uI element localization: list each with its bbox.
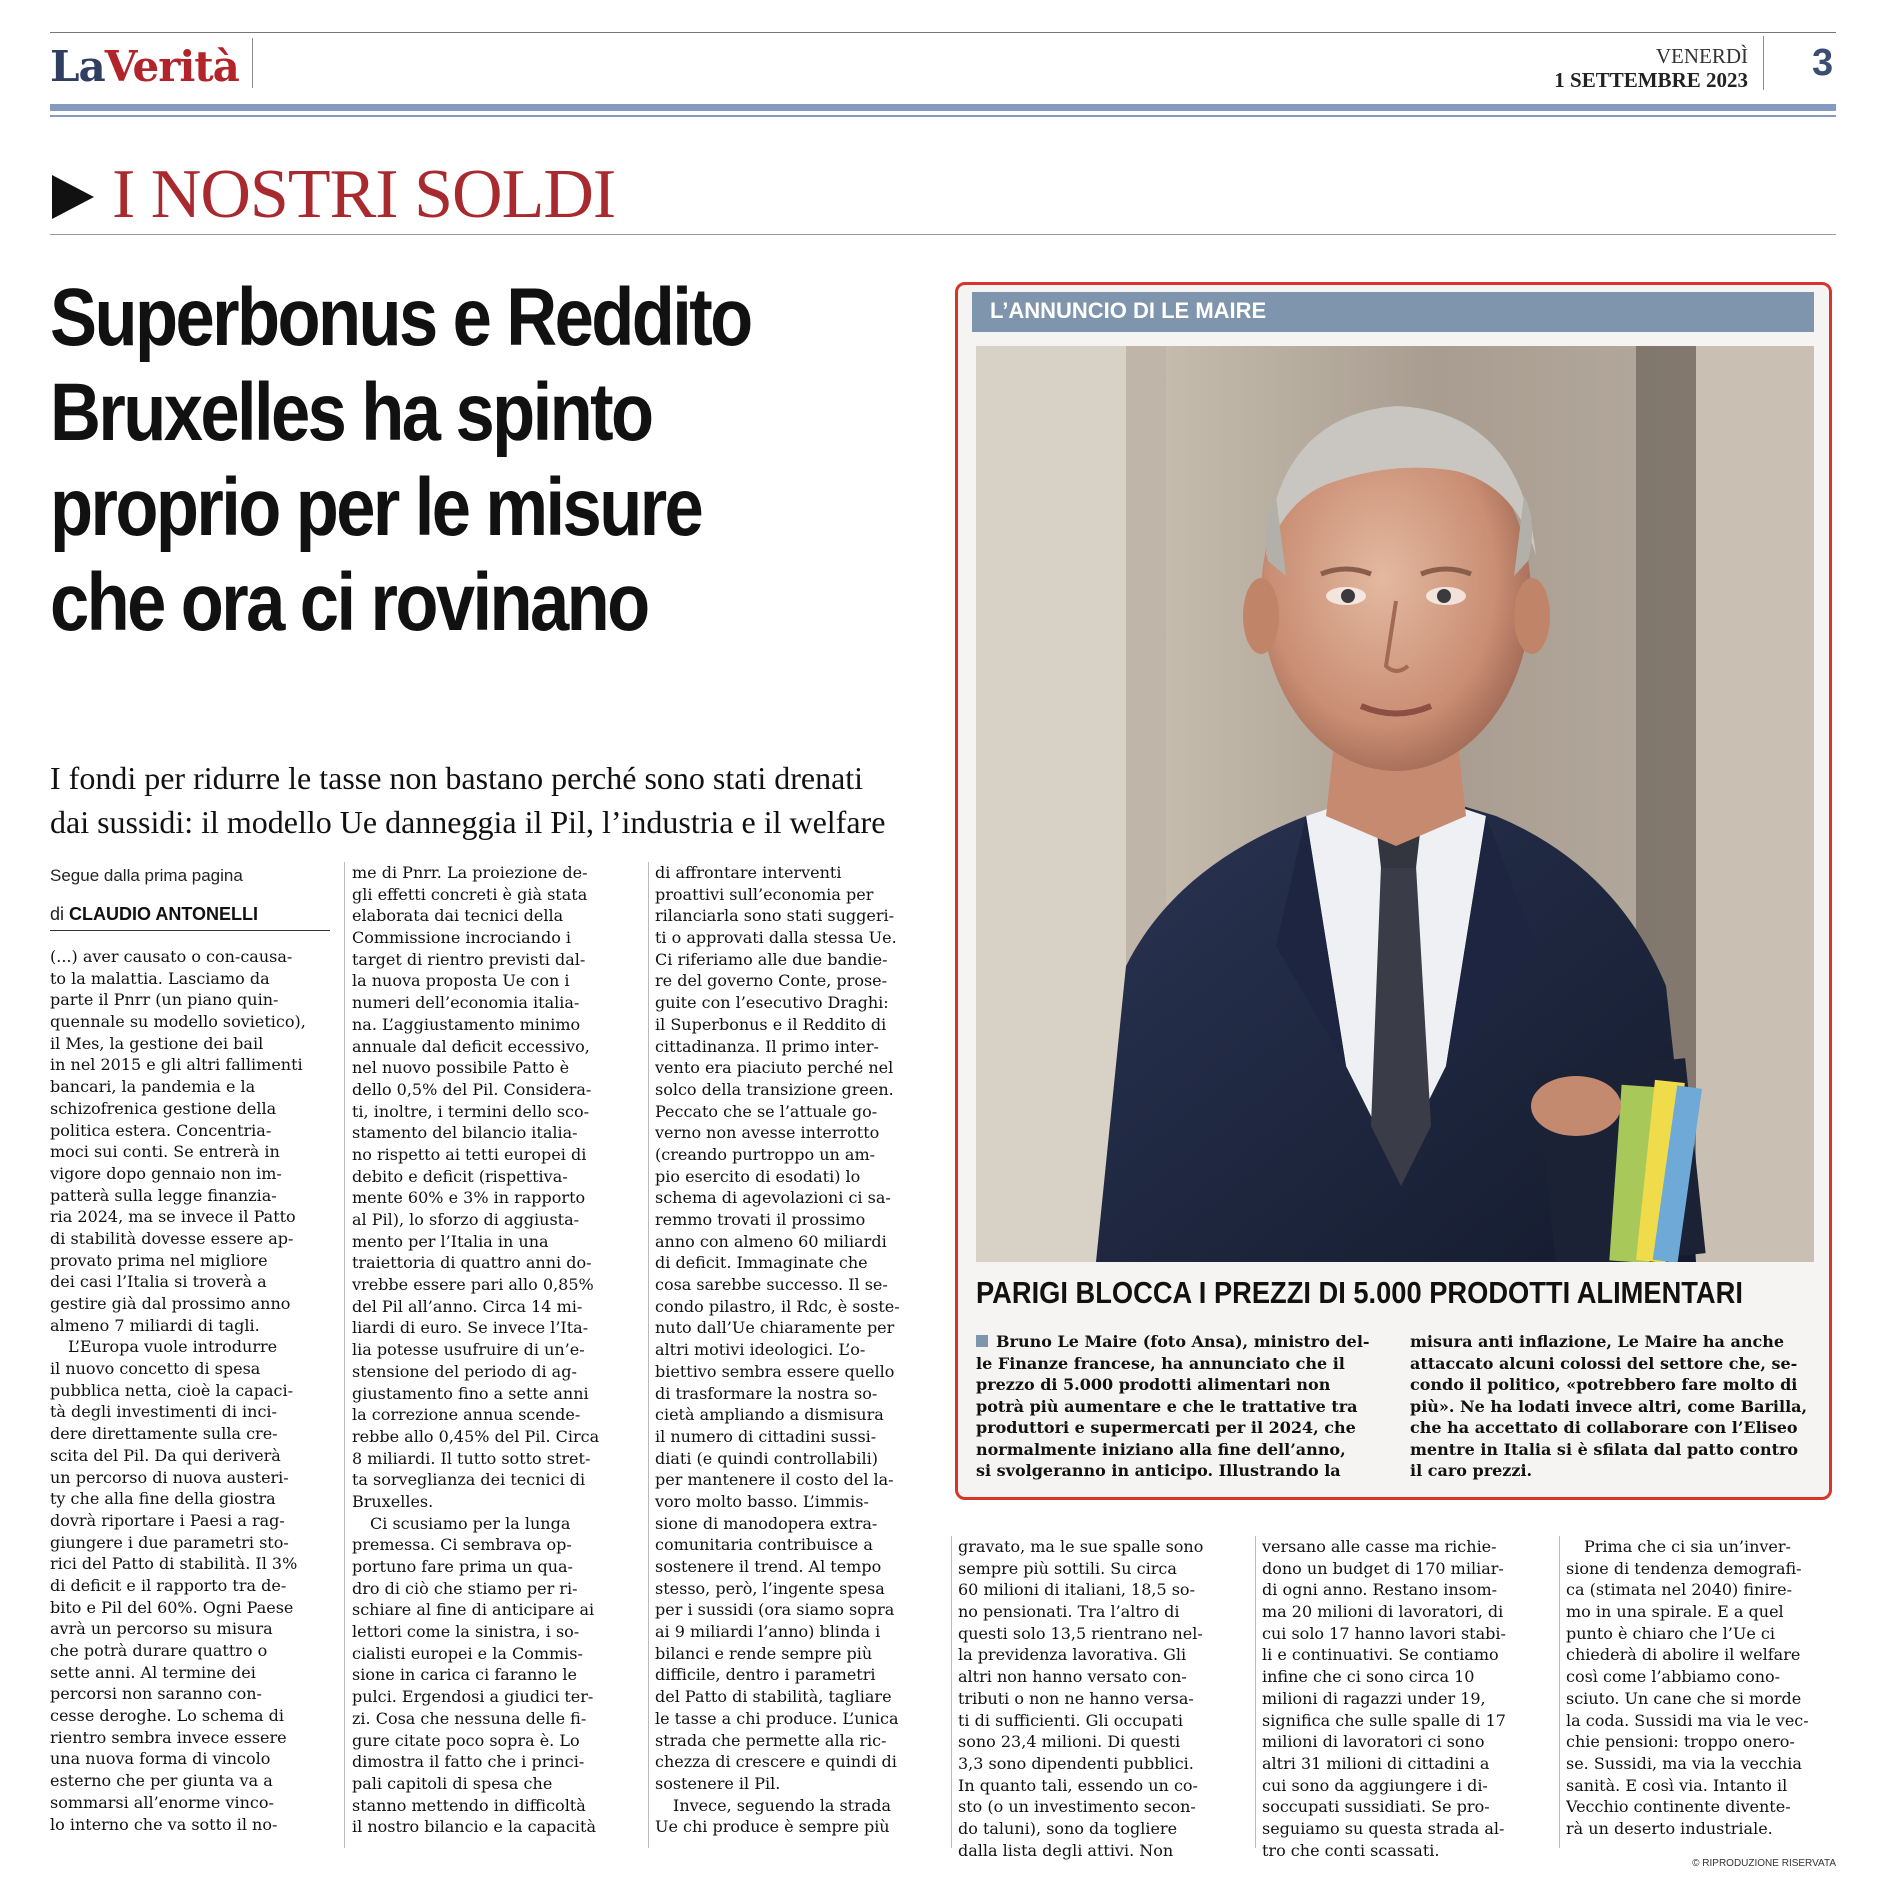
text-line: rientro sembra invece essere	[50, 1727, 287, 1747]
text-line: produttori e supermercati per il 2024, che	[976, 1418, 1356, 1437]
text-line: pio esercito di esodati) lo	[655, 1166, 861, 1186]
text-line: cietà ampliando a dismisura	[655, 1405, 884, 1425]
text-line: sione di tendenza demografi-	[1566, 1558, 1802, 1578]
text-line: le tasse a chi produce. L’unica	[655, 1708, 899, 1728]
text-line: avrà un percorso su misura	[50, 1619, 273, 1639]
text-line: ria 2024, ma se invece il Patto	[50, 1207, 296, 1227]
text-line: cittadinanza. Il primo inter-	[655, 1036, 879, 1056]
text-line: chiederà di abolire il welfare	[1566, 1645, 1801, 1665]
text-line: normalmente iniziano alla fine dell’anno,	[976, 1439, 1346, 1459]
masthead-band	[50, 104, 1836, 111]
text-line: soccupati sussidiati. Se pro-	[1262, 1797, 1490, 1817]
text-line: chie pensioni: troppo onero-	[1566, 1732, 1795, 1752]
text-line: sciuto. Un cane che si morde	[1566, 1688, 1802, 1708]
text-line: dere direttamente sulla cre-	[50, 1424, 278, 1444]
text-line: di deficit. Immaginate che	[655, 1253, 868, 1273]
issue-day: VENERDÌ	[1655, 44, 1748, 68]
text-line: dei casi l’Italia si troverà a	[50, 1272, 267, 1292]
text-line: stensione del periodo di ag-	[352, 1361, 577, 1381]
text-line: 3,3 sono dipendenti pubblici.	[958, 1753, 1194, 1773]
text-line: seguiamo su questa strada al-	[1262, 1818, 1505, 1838]
text-line: così come l’abbiamo cono-	[1566, 1667, 1781, 1687]
text-line: Ci riferiamo alle due bandie-	[655, 949, 888, 969]
text-line: condo pilastro, il Rdc, è soste-	[655, 1296, 900, 1316]
section-title: I NOSTRI SOLDI	[112, 156, 616, 233]
text-line: percorsi non saranno con-	[50, 1684, 262, 1704]
text-line: lettori come la sinistra, i so-	[352, 1622, 580, 1642]
text-line: sono 23,4 milioni. Di questi	[958, 1732, 1181, 1752]
text-line: stanno mettendo in difficoltà	[352, 1795, 586, 1815]
text-line: mente 60% e 3% in rapporto	[352, 1188, 586, 1208]
text-line: di ogni anno. Restano insom-	[1262, 1580, 1498, 1600]
text-line: elaborata dai tecnici della	[352, 906, 564, 926]
text-line: sempre più sottili. Su circa	[958, 1558, 1177, 1578]
text-line: ma 20 milioni di lavoratori, di	[1262, 1602, 1504, 1622]
column-rule	[648, 862, 649, 1848]
text-line: gure citate poco sopra è. Lo	[352, 1730, 580, 1750]
text-line: ta sorveglianza dei tecnici di	[352, 1470, 586, 1490]
text-line: comunitaria contribuisce a	[655, 1535, 873, 1555]
text-line: mentre in Italia si è sfilata dal patto contro	[1410, 1439, 1799, 1459]
text-line: cialisti europei e la Commis-	[352, 1643, 583, 1663]
text-line: quennale su modello sovietico),	[50, 1012, 306, 1032]
text-line: gli effetti concreti è già stata	[352, 884, 588, 904]
text-line: sione in carica ci faranno le	[352, 1665, 577, 1685]
text-line: dovrà riportare i Paesi a rag-	[50, 1510, 285, 1530]
text-line: sostenere il trend. Al tempo	[655, 1557, 882, 1576]
text-line: ai 9 miliardi l’anno) blinda i	[655, 1622, 881, 1642]
text-line: bito e Pil del 60%. Ogni Paese	[50, 1597, 294, 1617]
continued-note: Segue dalla prima pagina	[50, 866, 243, 885]
byline	[50, 904, 258, 925]
text-line: almeno 7 miliardi di tagli.	[50, 1315, 260, 1335]
text-line: L’Europa vuole introdurre	[68, 1337, 278, 1357]
square-bullet-icon	[976, 1335, 988, 1347]
headline-line: proprio per le misure	[50, 462, 702, 553]
text-line: dono un budget di 170 miliar-	[1262, 1558, 1504, 1578]
text-line: pubblica netta, cioè la capaci-	[50, 1380, 293, 1400]
text-line: si svolgeranno in anticipo. Illustrando la	[976, 1461, 1341, 1480]
text-line: di deficit e il rapporto tra de-	[50, 1575, 287, 1595]
text-line: Bruxelles.	[352, 1491, 434, 1511]
text-line: ca (stimata nel 2040) finire-	[1566, 1580, 1792, 1600]
text-line: del Patto di stabilità, tagliare	[655, 1687, 892, 1707]
text-line: misura anti inflazione, Le Maire ha anche	[1410, 1332, 1785, 1351]
text-line: sione di manodopera extra-	[655, 1513, 878, 1533]
text-line: sommarsi all’enorme vinco-	[50, 1792, 274, 1812]
text-line: cui sono da aggiungere i di-	[1262, 1775, 1488, 1795]
text-line: In quanto tali, essendo un co-	[958, 1775, 1198, 1795]
text-line: Commissione incrociando i	[352, 928, 572, 948]
text-line: attaccato alcuni colossi del settore che, se-	[1410, 1353, 1798, 1373]
text-line: me di Pnrr. La proiezione de-	[352, 863, 588, 882]
text-line: portuno fare prima un qua-	[352, 1557, 573, 1576]
text-line: sanità. E così via. Intanto il	[1566, 1775, 1788, 1795]
text-line: gestire già dal prossimo anno	[50, 1294, 291, 1313]
text-line: remmo trovati il prossimo	[655, 1210, 866, 1229]
text-line: in nel 2015 e gli altri fallimenti	[50, 1055, 303, 1075]
text-line: pali capitoli di spesa che	[352, 1773, 553, 1793]
subhead-line: dai sussidi: il modello Ue danneggia il Pil, l’industria e il welfare	[50, 804, 886, 840]
text-line: la nuova proposta Ue con i	[352, 971, 570, 991]
text-line: traiettoria di quattro anni do-	[352, 1253, 592, 1273]
text-line: difficile, dentro i parametri	[655, 1665, 876, 1685]
text-line: esterno che per giunta va a	[50, 1771, 273, 1791]
text-line: ti, inoltre, i termini dello sco-	[352, 1101, 590, 1121]
section-arrow-icon	[52, 175, 94, 219]
text-line: li e continuativi. Se contiamo	[1262, 1645, 1499, 1665]
text-line: un percorso di nuova austeri-	[50, 1467, 289, 1487]
text-line: nuto dall’Ue chiaramente per	[655, 1318, 895, 1338]
text-line: re del governo Conte, prose-	[655, 971, 888, 991]
text-line: tà degli investimenti di inci-	[50, 1402, 277, 1422]
box-title: PARIGI BLOCCA I PREZZI DI 5.000 PRODOTTI ALIMENTARI	[976, 1275, 1743, 1310]
text-line: dalla lista degli attivi. Non	[958, 1840, 1174, 1860]
text-line: per mantenere il costo del la-	[655, 1470, 894, 1490]
column-rule	[951, 1536, 952, 1848]
text-line: se. Sussidi, ma via la vecchia	[1566, 1753, 1802, 1773]
text-line: che potrà durare quattro o	[50, 1641, 268, 1660]
text-line: verno non avesse interrotto	[655, 1123, 880, 1143]
text-line: annuale dal deficit eccessivo,	[352, 1036, 590, 1056]
text-line: Bruno Le Maire (foto Ansa), ministro del-	[996, 1332, 1370, 1351]
text-line: zi. Cosa che nessuna delle fi-	[352, 1708, 587, 1728]
text-line: guite con l’esecutivo Draghi:	[655, 993, 889, 1013]
text-line: do taluni), sono da togliere	[958, 1818, 1178, 1838]
text-line: la coda. Sussidi ma via le vec-	[1566, 1710, 1809, 1730]
text-line: (...) aver causato o con-causa-	[50, 947, 293, 966]
article-column-4	[958, 1536, 1248, 1861]
text-line: 8 miliardi. Il tutto sotto stret-	[352, 1448, 591, 1468]
text-line: anno con almeno 60 miliardi	[655, 1231, 887, 1251]
text-line: il Mes, la gestione dei bail	[50, 1033, 264, 1053]
text-line: cosa sarebbe successo. Il se-	[655, 1275, 888, 1295]
text-line: altri motivi ideologici. L’o-	[655, 1340, 866, 1360]
text-line: di trasformare la nostra so-	[655, 1383, 878, 1403]
text-line: infine che ci sono circa 10	[1262, 1667, 1475, 1687]
text-line: tributi o non ne hanno versa-	[958, 1688, 1194, 1708]
text-line: dello 0,5% del Pil. Considera-	[352, 1079, 592, 1099]
article-column-2	[352, 862, 642, 1838]
text-line: liardi di euro. Se invece l’Ita-	[352, 1318, 589, 1338]
text-line: le Finanze francese, ha annunciato che il	[976, 1353, 1345, 1373]
text-line: ty che alla fine della giostra	[50, 1489, 276, 1509]
text-line: moci sui conti. Se entrerà in	[50, 1142, 280, 1162]
text-line: debito e deficit (rispettiva-	[352, 1166, 568, 1186]
text-line: voro molto basso. L’immis-	[655, 1491, 869, 1511]
masthead-band-thin	[50, 115, 1836, 117]
text-line: Peccato che se l’attuale go-	[655, 1101, 878, 1121]
logo-la: La	[50, 42, 105, 91]
text-line: stesso, però, l’ingente spesa	[655, 1578, 885, 1598]
text-line: target di rientro previsti dal-	[352, 949, 586, 969]
text-line: significa che sulle spalle di 17	[1262, 1710, 1506, 1730]
text-line: il caro prezzi.	[1410, 1461, 1533, 1480]
author-name: CLAUDIO ANTONELLI	[69, 904, 259, 924]
text-line: Ue chi produce è sempre più	[655, 1817, 890, 1837]
page-divider	[1763, 36, 1764, 90]
column-rule	[344, 862, 345, 1848]
text-line: premessa. Ci sembrava op-	[352, 1535, 572, 1555]
box-column-2	[1410, 1331, 1820, 1482]
box-label: L’ANNUNCIO DI LE MAIRE	[990, 298, 1267, 323]
text-line: biettivo sembra essere quello	[655, 1361, 895, 1381]
text-line: Prima che ci sia un’inver-	[1584, 1537, 1791, 1556]
text-line: (creando purtroppo un am-	[655, 1144, 876, 1164]
text-line: il nuovo concetto di spesa	[50, 1359, 261, 1379]
text-line: gravato, ma le sue spalle sono	[958, 1537, 1204, 1556]
text-line: Invece, seguendo la strada	[673, 1795, 892, 1815]
text-line: questi solo 13,5 rientrano nel-	[958, 1623, 1203, 1643]
text-line: schema di agevolazioni ci sa-	[655, 1188, 891, 1208]
text-line: scita del Pil. Da qui deriverà	[50, 1445, 281, 1465]
text-line: altri non hanno versato con-	[958, 1667, 1187, 1687]
text-line: condo il politico, «potrebbero fare molto di	[1410, 1375, 1798, 1394]
text-line: ti di sufficienti. Gli occupati	[958, 1710, 1183, 1730]
text-line: dro di ciò che stiamo per ri-	[352, 1578, 578, 1598]
portrait-photo-image	[976, 346, 1814, 1262]
text-line: schizofrenica gestione della	[50, 1098, 277, 1118]
text-line: punto è chiaro che l’Ue ci	[1566, 1623, 1775, 1643]
text-line: na. L’aggiustamento minimo	[352, 1014, 581, 1034]
text-line: lia potesse usufruire di un’e-	[352, 1340, 585, 1360]
text-line: rici del Patto di stabilità. Il 3%	[50, 1554, 298, 1574]
text-line: una nuova forma di vincolo	[50, 1749, 271, 1769]
text-line: dimostra il fatto che i princi-	[352, 1752, 585, 1772]
page-number: 3	[1812, 42, 1834, 84]
text-line: altri 31 milioni di cittadini a	[1262, 1753, 1490, 1773]
text-line: cesse deroghe. Lo schema di	[50, 1706, 285, 1726]
headline-line: Superbonus e Reddito	[50, 272, 751, 363]
text-line: no pensionati. Tra l’altro di	[958, 1602, 1180, 1622]
issue-date: 1 SETTEMBRE 2023	[1554, 68, 1748, 92]
photo-le-maire	[976, 346, 1814, 1262]
text-line: di affrontare interventi	[655, 863, 842, 882]
text-line: mo in una spirale. E a quel	[1566, 1602, 1784, 1622]
headline	[50, 270, 824, 650]
text-line: per i sussidi (ora siamo sopra	[655, 1600, 895, 1620]
text-line: sostenere il Pil.	[655, 1773, 781, 1793]
newspaper-logo[interactable]	[50, 42, 239, 91]
subheadline	[50, 756, 950, 844]
text-line: patterà sulla legge finanzia-	[50, 1185, 277, 1205]
headline-line: che ora ci rovinano	[50, 557, 648, 648]
text-line: milioni di lavoratori ci sono	[1262, 1732, 1485, 1752]
column-rule	[1559, 1536, 1560, 1848]
copyright-notice: © RIPRODUZIONE RISERVATA	[1692, 1858, 1836, 1869]
text-line: del Pil all’anno. Circa 14 mi-	[352, 1296, 583, 1316]
text-line: tro che conti scassati.	[1262, 1840, 1440, 1860]
text-line: strada che permette alla ric-	[655, 1730, 887, 1750]
text-line: di stabilità dovesse essere ap-	[50, 1228, 294, 1248]
text-line: rà un deserto industriale.	[1566, 1818, 1773, 1838]
text-line: stamento del bilancio italia-	[352, 1123, 578, 1143]
box-column-1	[976, 1331, 1386, 1482]
text-line: potrà più aumentare e che le trattative tra	[976, 1396, 1358, 1416]
text-line: Ci scusiamo per la lunga	[370, 1513, 571, 1533]
text-line: bancari, la pandemia e la	[50, 1077, 256, 1097]
article-column-1	[50, 946, 340, 1835]
text-line: al Pil), lo sforzo di aggiusta-	[352, 1210, 580, 1229]
article-column-3	[655, 862, 945, 1838]
byline-rule	[50, 930, 330, 931]
text-line: 60 milioni di italiani, 18,5 so-	[958, 1580, 1195, 1600]
text-line: la correzione annua scende-	[352, 1405, 581, 1425]
text-line: diati (e quindi controllabili)	[655, 1448, 878, 1468]
text-line: rebbe allo 0,45% del Pil. Circa	[352, 1426, 600, 1446]
text-line: solco della transizione green.	[655, 1079, 894, 1099]
text-line: il nostro bilancio e la capacità	[352, 1817, 597, 1837]
text-line: no rispetto ai tetti europei di	[352, 1144, 587, 1164]
text-line: la previdenza lavorativa. Gli	[958, 1645, 1187, 1665]
logo-verita: Verità	[104, 42, 239, 91]
text-line: cui solo 17 hanno lavori stabi-	[1262, 1623, 1506, 1643]
article-column-5	[1262, 1536, 1552, 1861]
byline-prefix: di	[50, 904, 65, 924]
text-line: giustamento fino a sette anni	[352, 1383, 589, 1403]
text-line: chezza di crescere e quindi di	[655, 1752, 897, 1772]
text-line: sto (o un investimento secon-	[958, 1797, 1196, 1817]
text-line: rilanciarla sono stati suggeri-	[655, 906, 895, 926]
subhead-line: I fondi per ridurre le tasse non bastano perché sono stati drenati	[50, 760, 864, 796]
text-line: Vecchio continente divente-	[1566, 1797, 1791, 1817]
text-line: provato prima nel migliore	[50, 1250, 268, 1270]
text-line: politica estera. Concentria-	[50, 1120, 272, 1140]
text-line: proattivi sull’economia per	[655, 884, 874, 904]
text-line: lo interno che va sotto il no-	[50, 1814, 278, 1834]
text-line: il numero di cittadini sussi-	[655, 1426, 877, 1446]
section-rule	[50, 234, 1836, 235]
text-line: schiare al fine di anticipare ai	[352, 1600, 595, 1620]
article-column-6	[1566, 1536, 1836, 1840]
text-line: parte il Pnrr (un piano quin-	[50, 990, 279, 1010]
text-line: il Superbonus e il Reddito di	[655, 1014, 887, 1034]
text-line: versano alle casse ma richie-	[1262, 1537, 1497, 1556]
headline-line: Bruxelles ha spinto	[50, 367, 652, 458]
text-line: to la malattia. Lasciamo da	[50, 968, 270, 988]
text-line: vigore dopo gennaio non im-	[50, 1163, 282, 1183]
text-line: più». Ne ha lodati invece altri, come Barilla,	[1410, 1396, 1808, 1416]
text-line: pulci. Ergendosi a giudici ter-	[352, 1687, 594, 1707]
text-line: mento per l’Italia in una	[352, 1231, 549, 1251]
text-line: prezzo di 5.000 prodotti alimentari non	[976, 1375, 1331, 1394]
text-line: sette anni. Al termine dei	[50, 1662, 256, 1682]
text-line: che ha accettato di collaborare con l’Eliseo	[1410, 1418, 1798, 1437]
text-line: vento era piaciuto perché nel	[655, 1058, 894, 1078]
text-line: milioni di ragazzi under 19,	[1262, 1688, 1486, 1708]
text-line: giungere i due parametri sto-	[50, 1532, 289, 1552]
logo-divider	[252, 38, 253, 88]
text-line: bilanci e rende sempre più	[655, 1643, 873, 1663]
text-line: ti o approvati dalla stessa Ue.	[655, 928, 897, 948]
column-rule	[1255, 1536, 1256, 1848]
top-rule	[50, 32, 1836, 33]
text-line: nel nuovo possibile Patto è	[352, 1058, 570, 1078]
text-line: vrebbe essere pari allo 0,85%	[352, 1275, 594, 1295]
text-line: numeri dell’economia italia-	[352, 993, 580, 1013]
